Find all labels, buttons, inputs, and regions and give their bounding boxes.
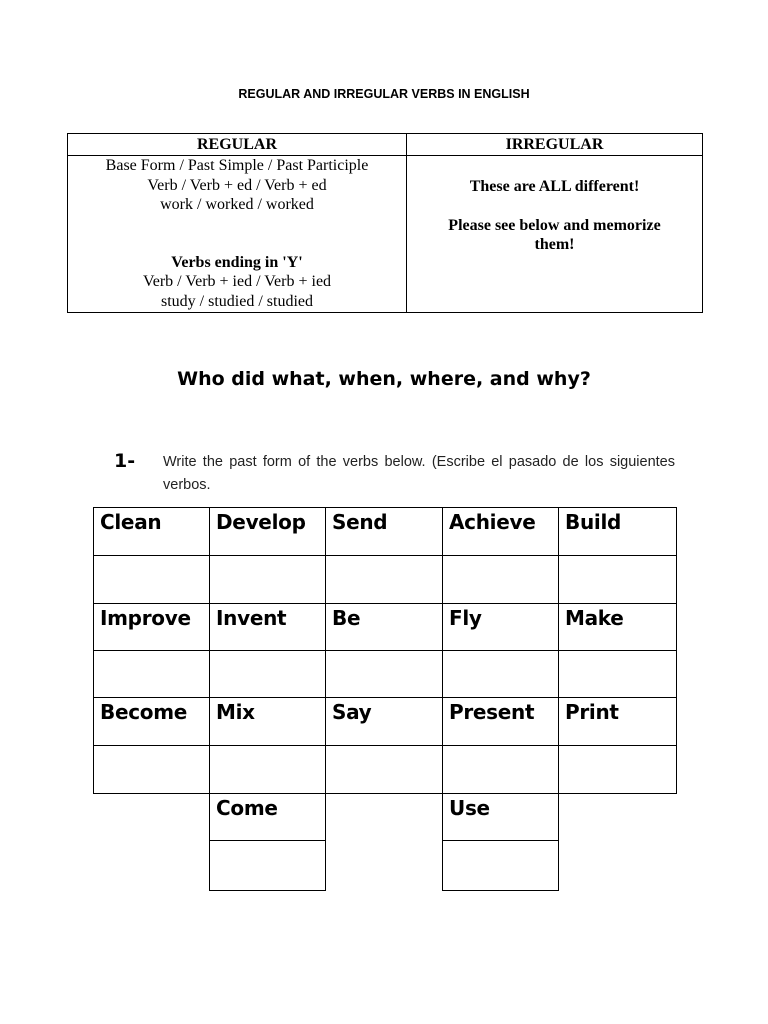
verb-cell: Fly bbox=[442, 603, 559, 651]
answer-cell[interactable] bbox=[325, 650, 443, 698]
document-title: REGULAR AND IRREGULAR VERBS IN ENGLISH bbox=[238, 87, 530, 101]
answer-cell[interactable] bbox=[558, 555, 677, 604]
irregular-header: IRREGULAR bbox=[407, 134, 703, 156]
answer-cell[interactable] bbox=[209, 650, 326, 698]
answer-cell[interactable] bbox=[209, 555, 326, 604]
verb-cell: Come bbox=[209, 793, 326, 841]
verb-cell: Develop bbox=[209, 507, 326, 556]
rules-header-row bbox=[68, 134, 703, 156]
verb-cell: Become bbox=[93, 697, 210, 746]
answer-cell[interactable] bbox=[442, 840, 559, 891]
regular-rule-line: Base Form / Past Simple / Past Participle bbox=[105, 157, 369, 174]
answer-cell[interactable] bbox=[93, 650, 210, 698]
answer-cell[interactable] bbox=[442, 555, 559, 604]
irregular-note-2: Please see below and memorize them! bbox=[448, 216, 661, 253]
answer-cell[interactable] bbox=[325, 745, 443, 794]
regular-rules-cell bbox=[68, 156, 407, 313]
rules-table bbox=[67, 133, 703, 313]
answer-cell[interactable] bbox=[325, 555, 443, 604]
rules-body-row bbox=[68, 156, 703, 313]
regular-rule-line: work / worked / worked bbox=[160, 196, 314, 213]
answer-cell[interactable] bbox=[209, 745, 326, 794]
verb-grid bbox=[93, 507, 676, 890]
verb-cell: Invent bbox=[209, 603, 326, 651]
verb-cell: Present bbox=[442, 697, 559, 746]
exercise-number: 1- bbox=[114, 450, 136, 472]
verb-cell: Print bbox=[558, 697, 677, 746]
answer-cell[interactable] bbox=[558, 650, 677, 698]
section-question: Who did what, when, where, and why? bbox=[177, 368, 591, 390]
verb-cell: Send bbox=[325, 507, 443, 556]
answer-cell[interactable] bbox=[558, 745, 677, 794]
irregular-rules-cell bbox=[407, 156, 703, 313]
regular-header: REGULAR bbox=[68, 134, 407, 156]
verb-cell: Improve bbox=[93, 603, 210, 651]
y-rule-line: Verb / Verb + ied / Verb + ied bbox=[142, 273, 332, 290]
verb-cell: Say bbox=[325, 697, 443, 746]
y-rule-line: study / studied / studied bbox=[161, 292, 313, 310]
verb-cell: Use bbox=[442, 793, 559, 841]
verb-cell: Be bbox=[325, 603, 443, 651]
irregular-note-1: These are ALL different! bbox=[469, 178, 640, 195]
verb-cell: Make bbox=[558, 603, 677, 651]
answer-cell[interactable] bbox=[442, 650, 559, 698]
exercise-instruction: Write the past form of the verbs below. (Escribe el pasado de los siguientes verbos. bbox=[163, 454, 675, 493]
answer-cell[interactable] bbox=[209, 840, 326, 891]
regular-rule-line: Verb / Verb + ed / Verb + ed bbox=[147, 176, 327, 194]
answer-cell[interactable] bbox=[442, 745, 559, 794]
verb-cell: Clean bbox=[93, 507, 210, 556]
verb-cell: Build bbox=[558, 507, 677, 556]
answer-cell[interactable] bbox=[93, 555, 210, 604]
verb-cell: Achieve bbox=[442, 507, 559, 556]
answer-cell[interactable] bbox=[93, 745, 210, 794]
y-verbs-subheading: Verbs ending in 'Y' bbox=[171, 253, 303, 271]
verb-cell: Mix bbox=[209, 697, 326, 746]
